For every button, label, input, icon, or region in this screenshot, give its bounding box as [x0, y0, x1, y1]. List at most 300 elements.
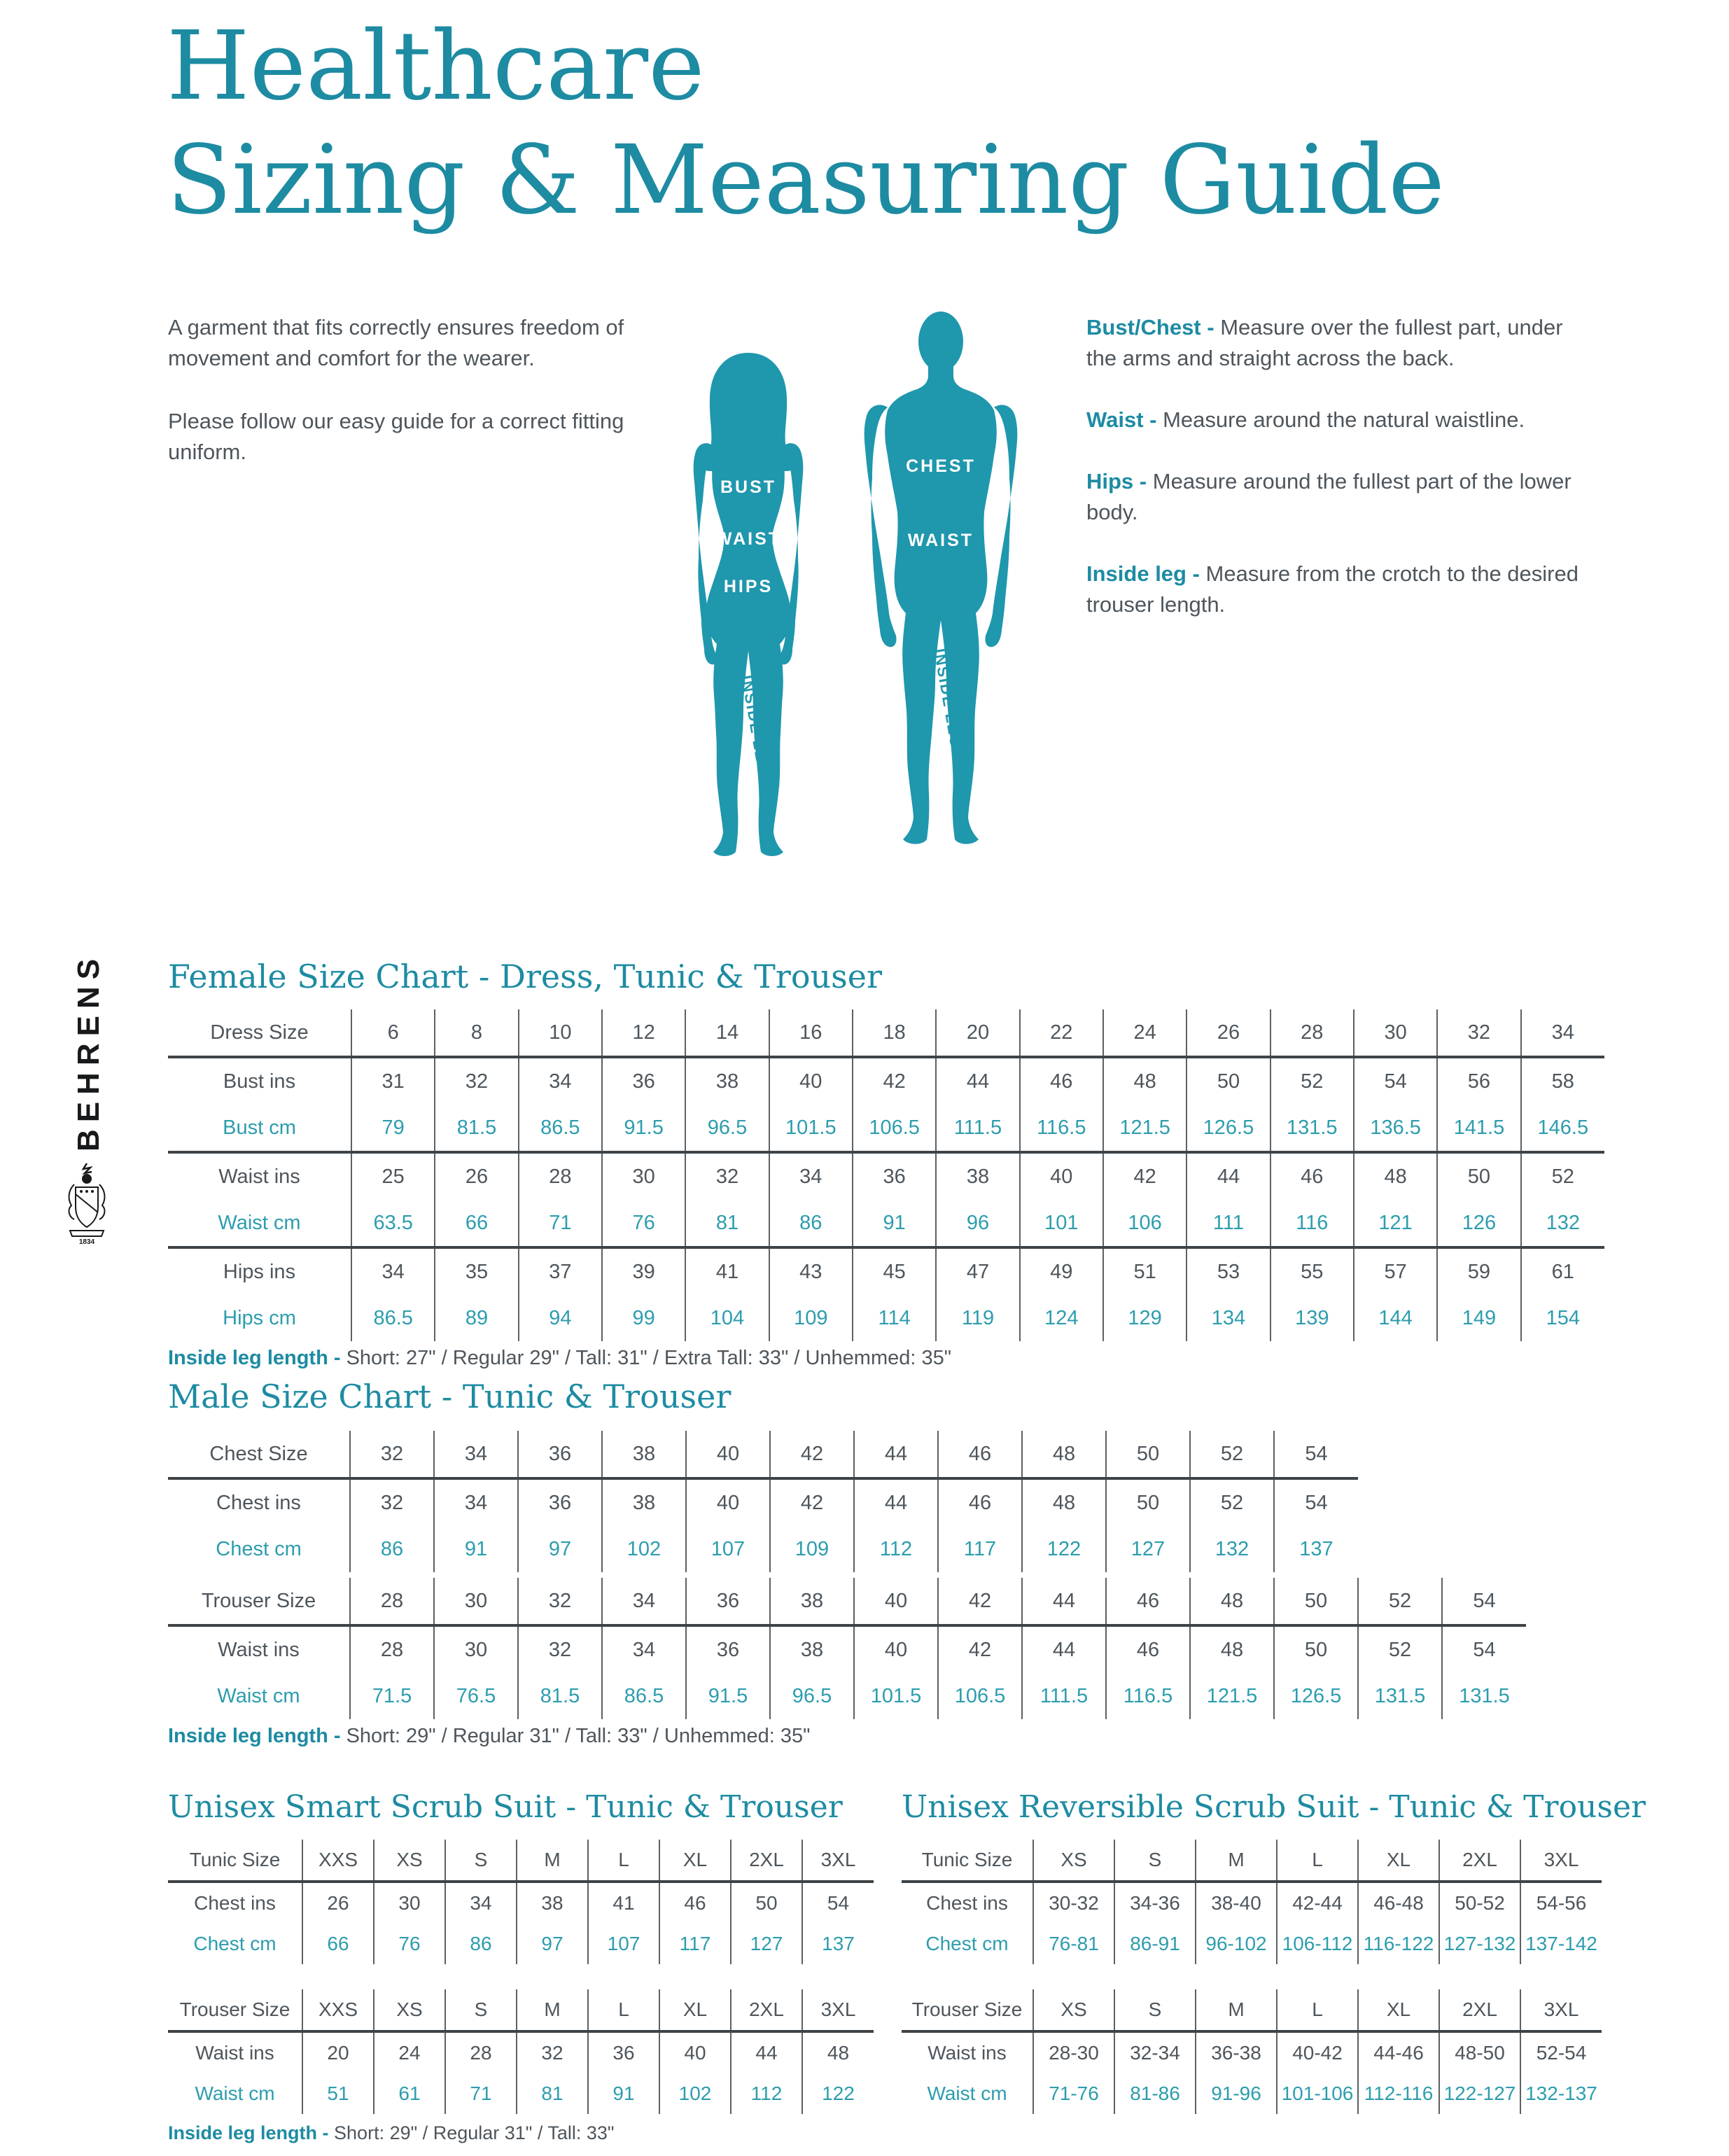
cell-value: 48 — [1190, 1578, 1274, 1625]
cell-value: 30 — [434, 1578, 518, 1625]
cell-value: 51 — [1103, 1247, 1186, 1295]
cell-value: 43 — [769, 1247, 853, 1295]
cell-value: 137 — [1274, 1526, 1358, 1572]
cell-value: 48 — [1022, 1431, 1106, 1478]
cell-value: 44-46 — [1358, 2031, 1439, 2073]
cell-value: 91.5 — [686, 1673, 770, 1719]
cell-value: XXS — [302, 1989, 374, 2031]
row-label: Chest ins — [168, 1478, 350, 1526]
row-label: Chest cm — [216, 1537, 302, 1560]
cell-value: 38 — [770, 1578, 854, 1625]
cell-value: 136.5 — [1354, 1105, 1437, 1152]
cell-value: 121.5 — [1190, 1673, 1274, 1719]
row-label: Bust ins — [168, 1057, 351, 1105]
cell-value: 46-48 — [1358, 1882, 1439, 1924]
cell-value: 30 — [1354, 1009, 1437, 1057]
note-term: Inside leg length - — [168, 1347, 341, 1369]
cell-value: 116 — [1270, 1200, 1354, 1247]
row-label: Hips cm — [223, 1306, 296, 1329]
cell-value: 79 — [351, 1105, 435, 1152]
cell-value: 38-40 — [1196, 1882, 1277, 1924]
cell-value: 32 — [1437, 1009, 1520, 1057]
row-label: Waist cm — [217, 1684, 300, 1707]
cell-value: 36 — [853, 1152, 936, 1200]
row-label: Dress Size — [210, 1021, 309, 1044]
row-label: Hips ins — [168, 1247, 351, 1295]
cell-value: 30 — [434, 1625, 518, 1673]
table-row — [168, 2031, 874, 2073]
note-term: Inside leg length - — [168, 1725, 341, 1747]
instruction-text: Measure over the fullest part, under the arms and straight across the back. — [1086, 315, 1563, 371]
cell-value: 52 — [1521, 1152, 1604, 1200]
cell-value: 42 — [1103, 1152, 1186, 1200]
cell-value: 38 — [602, 1478, 686, 1526]
cell-value: S — [445, 1840, 517, 1882]
cell-value: 36 — [588, 2031, 659, 2073]
cell-value: 32 — [518, 1625, 602, 1673]
cell-value: 129 — [1103, 1295, 1186, 1341]
table-row — [902, 2073, 1602, 2114]
table-row — [168, 1625, 1526, 1673]
cell-value: 126.5 — [1274, 1673, 1358, 1719]
cell-value: 96.5 — [770, 1673, 854, 1719]
cell-value: XL — [1358, 1989, 1439, 2031]
cell-value: 8 — [435, 1009, 518, 1057]
cell-value: 48-50 — [1439, 2031, 1520, 2073]
male-inside-leg-note — [168, 1725, 810, 1748]
row-label: Chest cm — [925, 1933, 1009, 1954]
male-waist-label: WAIST — [907, 531, 974, 550]
female-inside-leg-note — [168, 1347, 951, 1370]
cell-value: 54 — [1274, 1431, 1358, 1478]
cell-value: 44 — [1186, 1152, 1270, 1200]
cell-value: 46 — [1106, 1625, 1190, 1673]
cell-value: XS — [1033, 1989, 1114, 2031]
cell-value: 20 — [302, 2031, 374, 2073]
male-chart-title: Male Size Chart - Tunic & Trouser — [168, 1378, 732, 1415]
cell-value: 10 — [519, 1009, 602, 1057]
cell-value: M — [517, 1840, 588, 1882]
cell-value: 36 — [686, 1578, 770, 1625]
cell-value: 122 — [802, 2073, 874, 2114]
cell-value: 34 — [602, 1578, 686, 1625]
cell-value: XL — [1358, 1840, 1439, 1882]
cell-value: 40 — [1020, 1152, 1103, 1200]
cell-value: 44 — [1022, 1625, 1106, 1673]
cell-value: 44 — [731, 2031, 802, 2073]
cell-value: 116.5 — [1106, 1673, 1190, 1719]
cell-value: 81 — [685, 1200, 769, 1247]
cell-value: 36 — [686, 1625, 770, 1673]
size-header-row — [168, 1578, 1526, 1625]
cell-value: 3XL — [802, 1989, 874, 2031]
cell-value: 131.5 — [1358, 1673, 1442, 1719]
cell-value: 54 — [1442, 1578, 1526, 1625]
cell-value: 102 — [659, 2073, 731, 2114]
male-inside-leg-label: INSIDE LEG — [930, 647, 965, 750]
cell-value: 119 — [936, 1295, 1019, 1341]
cell-value: 127 — [1106, 1526, 1190, 1572]
cell-value: 31 — [351, 1057, 435, 1105]
intro-paragraph-2: Please follow our easy guide for a correct fitting uniform. — [168, 409, 624, 465]
cell-value: 154 — [1521, 1295, 1604, 1341]
cell-value: XS — [374, 1989, 445, 2031]
instruction-text: Measure around the natural waistline. — [1163, 407, 1525, 433]
cell-value: 48 — [1022, 1478, 1106, 1526]
cell-value: 54 — [1442, 1625, 1526, 1673]
cell-value: 42 — [770, 1431, 854, 1478]
cell-value: 46 — [659, 1882, 731, 1924]
cell-value: 50 — [1106, 1431, 1190, 1478]
instruction-term: Inside leg - — [1086, 561, 1200, 587]
instruction-hips — [1086, 466, 1597, 528]
note-text: Short: 27" / Regular 29" / Tall: 31" / Extra Tall: 33" / Unhemmed: 35" — [346, 1347, 952, 1369]
cell-value: 132-137 — [1520, 2073, 1602, 2114]
cell-value: 32 — [435, 1057, 518, 1105]
cell-value: 36-38 — [1196, 2031, 1277, 2073]
cell-value: 36 — [602, 1057, 685, 1105]
cell-value: 107 — [686, 1526, 770, 1572]
cell-value: 26 — [1186, 1009, 1270, 1057]
cell-value: 53 — [1186, 1247, 1270, 1295]
cell-value: 34-36 — [1114, 1882, 1196, 1924]
cell-value: 34 — [434, 1478, 518, 1526]
cell-value: 34 — [434, 1431, 518, 1478]
cell-value: 107 — [588, 1924, 659, 1964]
cell-value: 112-116 — [1358, 2073, 1439, 2114]
cell-value: 3XL — [1520, 1989, 1602, 2031]
cell-value: 40-42 — [1277, 2031, 1358, 2073]
cell-value: 121.5 — [1103, 1105, 1186, 1152]
cell-value: 55 — [1270, 1247, 1354, 1295]
unisex-smart-tunic-table — [168, 1840, 874, 1964]
male-chest-table — [168, 1431, 1358, 1572]
cell-value: 124 — [1020, 1295, 1103, 1341]
cell-value: M — [1196, 1989, 1277, 2031]
row-label: Trouser Size — [201, 1589, 316, 1612]
cell-value: 2XL — [731, 1989, 802, 2031]
cell-value: 46 — [938, 1478, 1022, 1526]
cell-value: 86.5 — [351, 1295, 435, 1341]
cell-value: 32-34 — [1114, 2031, 1196, 2073]
behrens-crest-icon — [64, 1161, 109, 1245]
cell-value: 96 — [936, 1200, 1019, 1247]
crest-band — [76, 1194, 98, 1212]
crest-helmet — [82, 1174, 92, 1184]
cell-value: 38 — [936, 1152, 1019, 1200]
cell-value: 101 — [1020, 1200, 1103, 1247]
cell-value: 59 — [1437, 1247, 1520, 1295]
unisex-reversible-trouser-table — [902, 1989, 1602, 2114]
cell-value: 50 — [731, 1882, 802, 1924]
row-label: Trouser Size — [179, 1998, 290, 2020]
size-header-row — [902, 1840, 1602, 1882]
cell-value: 106.5 — [853, 1105, 936, 1152]
note-text: Short: 29" / Regular 31" / Tall: 33" / Unhemmed: 35" — [346, 1725, 811, 1747]
cell-value: 66 — [435, 1200, 518, 1247]
cell-value: 106.5 — [938, 1673, 1022, 1719]
size-header-row — [168, 1989, 874, 2031]
cell-value: 44 — [854, 1431, 938, 1478]
row-label: Waist ins — [902, 2031, 1033, 2073]
cell-value: 112 — [854, 1526, 938, 1572]
cell-value: 116-122 — [1358, 1924, 1439, 1964]
cell-value: 48 — [1103, 1057, 1186, 1105]
cell-value: 34 — [769, 1152, 853, 1200]
cell-value: 63.5 — [351, 1200, 435, 1247]
cell-value: 30-32 — [1033, 1882, 1114, 1924]
cell-value: 20 — [936, 1009, 1019, 1057]
cell-value: 28-30 — [1033, 2031, 1114, 2073]
row-label: Waist cm — [927, 2082, 1007, 2104]
cell-value: 26 — [435, 1152, 518, 1200]
cell-value: 132 — [1521, 1200, 1604, 1247]
cell-value: 132 — [1190, 1526, 1274, 1572]
cell-value: 97 — [518, 1526, 602, 1572]
cell-value: 2XL — [1439, 1840, 1520, 1882]
crest-plume — [83, 1163, 92, 1173]
unisex-smart-tunic-table-wrap — [168, 1840, 874, 1964]
page-title — [167, 10, 1445, 238]
female-size-table-wrap — [168, 1009, 1604, 1341]
cell-value: 104 — [685, 1295, 769, 1341]
unisex-smart-inside-leg-note — [168, 2122, 615, 2144]
cell-value: 139 — [1270, 1295, 1354, 1341]
female-chart-title: Female Size Chart - Dress, Tunic & Trouser — [168, 958, 882, 995]
cell-value: S — [1114, 1840, 1196, 1882]
cell-value: 14 — [685, 1009, 769, 1057]
cell-value: 54 — [802, 1882, 874, 1924]
cell-value: 52 — [1358, 1578, 1442, 1625]
cell-value: 127-132 — [1439, 1924, 1520, 1964]
unisex-smart-title: Unisex Smart Scrub Suit - Tunic & Trouser — [168, 1789, 843, 1825]
cell-value: 52 — [1190, 1478, 1274, 1526]
cell-value: 127 — [731, 1924, 802, 1964]
cell-value: 48 — [1354, 1152, 1437, 1200]
cell-value: 137 — [802, 1924, 874, 1964]
cell-value: 46 — [1270, 1152, 1354, 1200]
cell-value: 81-86 — [1114, 2073, 1196, 2114]
cell-value: 2XL — [1439, 1989, 1520, 2031]
cell-value: 97 — [517, 1924, 588, 1964]
cell-value: 28 — [445, 2031, 517, 2073]
cell-value: 42 — [938, 1578, 1022, 1625]
cell-value: 76 — [602, 1200, 685, 1247]
table-row — [902, 2031, 1602, 2073]
cell-value: 126 — [1437, 1200, 1520, 1247]
cell-value: 50 — [1274, 1625, 1358, 1673]
cell-value: 71-76 — [1033, 2073, 1114, 2114]
cell-value: 41 — [685, 1247, 769, 1295]
cell-value: 52 — [1358, 1625, 1442, 1673]
cell-value: 89 — [435, 1295, 518, 1341]
cell-value: 134 — [1186, 1295, 1270, 1341]
instruction-waist — [1086, 405, 1597, 435]
cell-value: 50 — [1186, 1057, 1270, 1105]
cell-value: 94 — [519, 1295, 602, 1341]
female-head — [727, 358, 769, 414]
cell-value: 91 — [434, 1526, 518, 1572]
cell-value: 18 — [853, 1009, 936, 1057]
cell-value: 131.5 — [1442, 1673, 1526, 1719]
male-body — [885, 375, 997, 844]
cell-value: L — [588, 1840, 659, 1882]
cell-value: 2XL — [731, 1840, 802, 1882]
cell-value: 24 — [1103, 1009, 1186, 1057]
cell-value: 32 — [517, 2031, 588, 2073]
cell-value: 86 — [769, 1200, 853, 1247]
unisex-reversible-tunic-table — [902, 1840, 1602, 1964]
cell-value: 40 — [854, 1578, 938, 1625]
cell-value: 28 — [1270, 1009, 1354, 1057]
instruction-text: Measure from the crotch to the desired trouser length. — [1086, 561, 1578, 617]
cell-value: M — [1196, 1840, 1277, 1882]
cell-value: 114 — [853, 1295, 936, 1341]
cell-value: 44 — [1022, 1578, 1106, 1625]
cell-value: 34 — [351, 1247, 435, 1295]
cell-value: 32 — [350, 1478, 434, 1526]
cell-value: 76 — [374, 1924, 445, 1964]
male-head — [918, 312, 963, 372]
cell-value: 109 — [770, 1526, 854, 1572]
cell-value: 30 — [374, 1882, 445, 1924]
intro-text — [168, 312, 672, 500]
cell-value: 50 — [1437, 1152, 1520, 1200]
cell-value: 38 — [602, 1431, 686, 1478]
cell-value: 22 — [1020, 1009, 1103, 1057]
cell-value: 106-112 — [1277, 1924, 1358, 1964]
cell-value: 36 — [518, 1478, 602, 1526]
cell-value: 106 — [1103, 1200, 1186, 1247]
cell-value: 38 — [517, 1882, 588, 1924]
cell-value: 46 — [938, 1431, 1022, 1478]
cell-value: 35 — [435, 1247, 518, 1295]
cell-value: 91-96 — [1196, 2073, 1277, 2114]
page-title-line1: Healthcare — [167, 11, 705, 122]
cell-value: 40 — [854, 1625, 938, 1673]
cell-value: 46 — [1020, 1057, 1103, 1105]
table-row — [902, 1882, 1602, 1924]
cell-value: 122 — [1022, 1526, 1106, 1572]
cell-value: 96-102 — [1196, 1924, 1277, 1964]
row-label: Chest ins — [168, 1882, 302, 1924]
cell-value: 121 — [1354, 1200, 1437, 1247]
instruction-term: Bust/Chest - — [1086, 315, 1214, 340]
female-bust-label: BUST — [720, 477, 777, 497]
cell-value: 109 — [769, 1295, 853, 1341]
cell-value: 3XL — [802, 1840, 874, 1882]
cell-value: 71 — [519, 1200, 602, 1247]
cell-value: 44 — [936, 1057, 1019, 1105]
cell-value: 101.5 — [854, 1673, 938, 1719]
cell-value: M — [517, 1989, 588, 2031]
table-row — [168, 1478, 1358, 1526]
table-row — [168, 1105, 1604, 1152]
cell-value: 32 — [350, 1431, 434, 1478]
unisex-reversible-title: Unisex Reversible Scrub Suit - Tunic & Trouser — [902, 1789, 1646, 1825]
female-waist-label: WAIST — [715, 529, 782, 549]
cell-value: 46 — [1106, 1578, 1190, 1625]
cell-value: 146.5 — [1521, 1105, 1604, 1152]
cell-value: 126.5 — [1186, 1105, 1270, 1152]
table-row — [168, 1200, 1604, 1247]
cell-value: XL — [659, 1989, 731, 2031]
cell-value: 49 — [1020, 1247, 1103, 1295]
cell-value: 26 — [302, 1882, 374, 1924]
cell-value: XS — [374, 1840, 445, 1882]
cell-value: 50 — [1106, 1478, 1190, 1526]
cell-value: 71 — [445, 2073, 517, 2114]
cell-value: L — [1277, 1840, 1358, 1882]
cell-value: 34 — [445, 1882, 517, 1924]
cell-value: 3XL — [1520, 1840, 1602, 1882]
instruction-text: Measure around the fullest part of the lower body. — [1086, 469, 1572, 525]
cell-value: L — [588, 1989, 659, 2031]
cell-value: 52 — [1270, 1057, 1354, 1105]
cell-value: 81 — [517, 2073, 588, 2114]
cell-value: 91.5 — [602, 1105, 685, 1152]
note-text: Short: 29" / Regular 31" / Tall: 33" — [334, 2122, 615, 2143]
cell-value: 34 — [602, 1625, 686, 1673]
cell-value: 81.5 — [518, 1673, 602, 1719]
cell-value: 40 — [686, 1478, 770, 1526]
row-label: Chest cm — [193, 1933, 276, 1954]
measuring-instructions — [1086, 312, 1597, 651]
cell-value: 16 — [769, 1009, 853, 1057]
intro-paragraph-1: A garment that fits correctly ensures freedom of movement and comfort for the wearer. — [168, 315, 624, 371]
cell-value: 91 — [853, 1200, 936, 1247]
cell-value: XS — [1033, 1840, 1114, 1882]
cell-value: 76.5 — [434, 1673, 518, 1719]
cell-value: 34 — [519, 1057, 602, 1105]
table-row — [902, 1924, 1602, 1964]
cell-value: 28 — [519, 1152, 602, 1200]
size-header-row — [168, 1009, 1604, 1057]
table-row — [168, 1526, 1358, 1572]
cell-value: 117 — [659, 1924, 731, 1964]
cell-value: 42 — [853, 1057, 936, 1105]
row-label: Bust cm — [223, 1116, 296, 1139]
male-chest-label: CHEST — [906, 456, 976, 476]
cell-value: 122-127 — [1439, 2073, 1520, 2114]
cell-value: 111.5 — [936, 1105, 1019, 1152]
cell-value: 57 — [1354, 1247, 1437, 1295]
size-header-row — [168, 1840, 874, 1882]
cell-value: 48 — [1190, 1625, 1274, 1673]
row-label: Waist ins — [168, 2031, 302, 2073]
cell-value: 86.5 — [602, 1673, 686, 1719]
table-row — [168, 1152, 1604, 1200]
cell-value: S — [445, 1989, 517, 2031]
cell-value: 44 — [854, 1478, 938, 1526]
crest-mantling-right — [99, 1184, 104, 1219]
cell-value: 54 — [1274, 1478, 1358, 1526]
unisex-reversible-trouser-table-wrap — [902, 1989, 1602, 2114]
cell-value: 86.5 — [519, 1105, 602, 1152]
instruction-term: Waist - — [1086, 407, 1157, 433]
table-row — [168, 1882, 874, 1924]
row-label: Waist cm — [218, 1211, 301, 1234]
unisex-reversible-tunic-table-wrap — [902, 1840, 1602, 1964]
cell-value: 47 — [936, 1247, 1019, 1295]
cell-value: 40 — [769, 1057, 853, 1105]
cell-value: 48 — [802, 2031, 874, 2073]
instruction-bust-chest — [1086, 312, 1597, 374]
cell-value: 96.5 — [685, 1105, 769, 1152]
cell-value: XXS — [302, 1840, 374, 1882]
cell-value: 101-106 — [1277, 2073, 1358, 2114]
cell-value: 111.5 — [1022, 1673, 1106, 1719]
